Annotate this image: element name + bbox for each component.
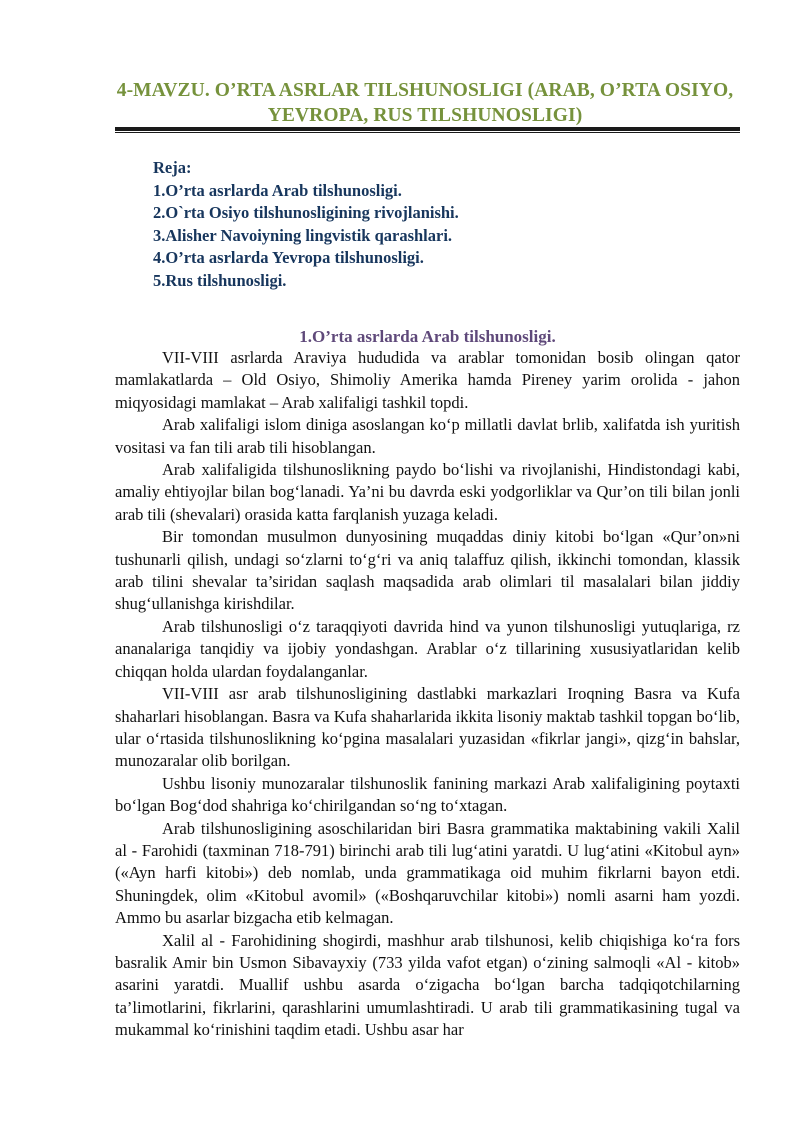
plan-item: 5.Rus tilshunosligi. [153, 270, 287, 290]
paragraph: Bir tomondan musulmon dunyosining muqaddas diniy kitobi bo‘lgan «Qur’on»ni tushunarli qilish, undagi so‘zlarni to‘g‘ri va aniq talaffuz qilish, ikkinchi tomondan, klassik arab tilini shevalar ta’siridan saqlash maqsadida arab olimlari til masalalari bilan jiddiy shug‘ullanishga kirishdilar. [115, 527, 740, 614]
paragraph: Arab xalifaligida tilshunoslikning paydo bo‘lishi va rivojlanishi, Hindistondagi kabi, amaliy ehtiyojlar bilan bog‘lanadi. Ya’ni bu davrda eski yodgorliklar va Qur’on tili bilan jonli arab tili (shevalari) orasida katta farqlanish yuzaga keladi. [115, 460, 740, 524]
document-title: 4-MAVZU. O’RTA ASRLAR TILSHUNOSLIGI (ARAB, O’RTA OSIYO, YEVROPA, RUS TILSHUNOSLIGI) [116, 80, 734, 126]
plan-list [153, 157, 713, 292]
plan-item: 3.Alisher Navoiyning lingvistik qarashlari. [153, 225, 453, 245]
paragraph: Arab tilshunosligi o‘z taraqqiyoti davrida hind va yunon tilshunosligi yutuqlariga, rz ananalariga tanqidiy va ijobiy yondashgan. Arablar o‘z tillarining xususiyatlaridan kelib chiqqan holda ulardan foydalanganlar. [115, 616, 740, 681]
paragraph: Ushbu lisoniy munozaralar tilshunoslik fanining markazi Arab xalifaligining poytaxti bo‘lgan Bog‘dod shahriga ko‘chirilgandan so‘ng to‘xtagan. [115, 773, 740, 816]
paragraph: Arab xalifaligi islom diniga asoslangan ko‘p millatli davlat brlib, xalifatda ish yuritish vositasi va fan tili arab tili hisoblangan. [115, 415, 740, 457]
paragraph: Xalil al - Farohidining shogirdi, mashhur arab tilshunosi, kelib chiqishiga ko‘ra fors basralik Amir bin Usmon Sibavayxiy (733 yilda vafot etgan) o‘zining salmoqli «Al - kitob» asarini yaratdi. Muallif ushbu asarda o‘zigacha bo‘lgan barcha tadqiqotchilarning ta’limotlarini, fikrlarini, qarashlarini umumlashtiradi. U arab tili grammatikasining tugal va mukammal ko‘rinishini taqdim etadi. Ushbu asar har [115, 930, 740, 1040]
body-text [115, 347, 740, 1042]
plan-item: 1.O’rta asrlarda Arab tilshunosligi. [153, 180, 402, 200]
paragraph: Arab tilshunosligining asoschilaridan biri Basra grammatika maktabining vakili Xalil al - Farohidi (taxminan 718-791) birinchi arab tili lug‘atini yaratdi. U lug‘atini «Kitobul ayn» («Ayn harfi kitobi») deb nomlab, unda grammatikaga oid muhim fikrlarni bayon etdi. Shuningdek, olim «Kitobul avomil» («Boshqaruvchilar kitobi») nomli asarni ham yozdi. Ammo bu asarlar bizgacha etib kelmagan. [115, 818, 740, 928]
title-underline-thick [115, 127, 740, 131]
paragraph: VII-VIII asrlarda Araviya hududida va arablar tomonidan bosib olingan qator mamlakatlarda – Old Osiyo, Shimoliy Amerika hamda Pireney yarim orolida - jahon miqyosidagi mamlakat – Arab xalifaligi tashkil topdi. [115, 348, 740, 412]
plan-item: 2.O`rta Osiyo tilshunosligining rivojlanishi. [153, 203, 459, 222]
plan-heading: Reja: [153, 158, 192, 177]
title-underline-thin [115, 132, 740, 133]
paragraph: VII-VIII asr arab tilshunosligining dastlabki markazlari Iroqning Basra va Kufa shaharlari hisoblangan. Basra va Kufa shaharlarida ikkita lisoniy maktab tashkil topgan bo‘lib, ular o‘rtasida tilshunoslikning ko‘pgina masalalari yuzasidan «fikrlar jangi», qizg‘in bahslar, munozaralar olib borilgan. [115, 684, 740, 771]
section-title: 1.O’rta asrlarda Arab tilshunosligi. [299, 327, 556, 346]
plan-item: 4.O’rta asrlarda Yevropa tilshunosligi. [153, 248, 424, 267]
